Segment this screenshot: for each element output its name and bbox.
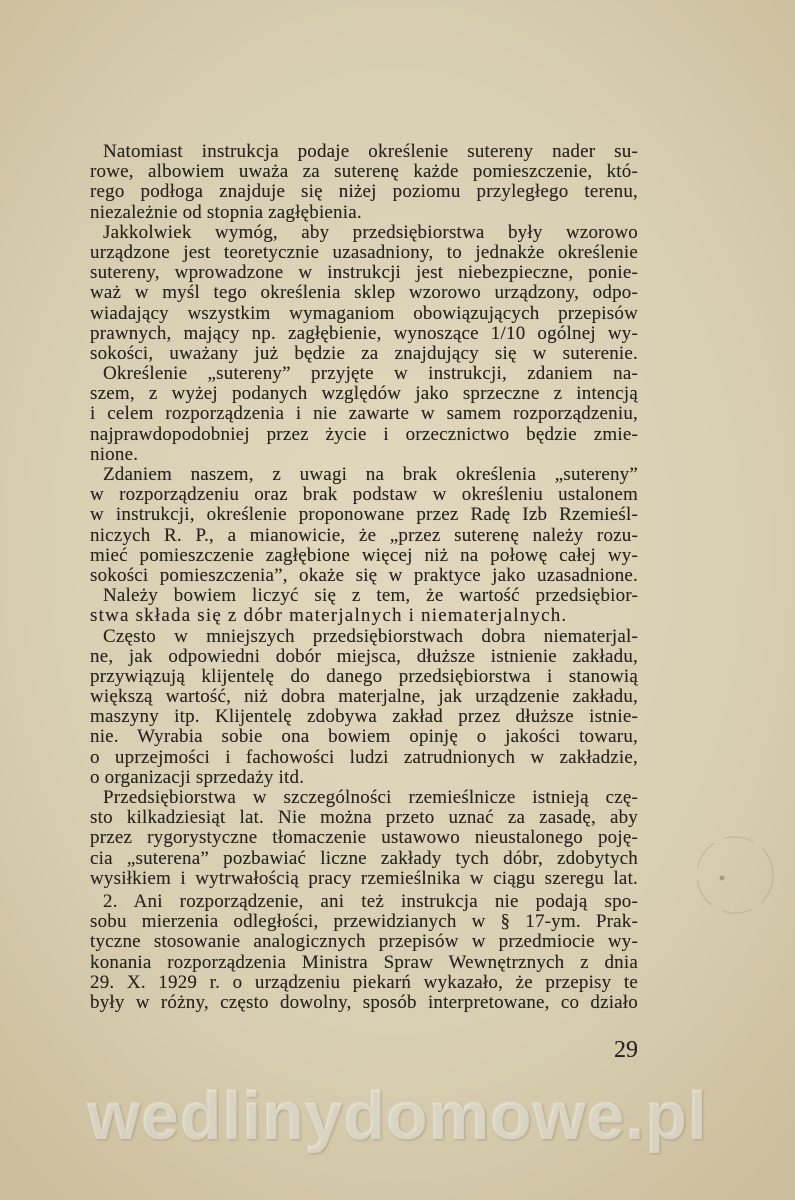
text-line: rego podłoga znajduje się niżej poziomu przyległego terenu, — [90, 181, 638, 203]
text-line: Często w mniejszych przedsiębiorstwach dobra niematerjal- — [103, 625, 638, 647]
text-line: sokości, uważany już będzie za znajdujący się w suterenie. — [90, 342, 638, 364]
text-line: w rozporządzeniu oraz brak podstaw w określeniu ustalonem — [90, 484, 638, 506]
paragraph — [90, 142, 638, 223]
text-line: Zdaniem naszem, z uwagi na brak określenia „sutereny” — [103, 464, 638, 485]
text-line: sto kilkadziesiąt lat. Nie można przeto uznać za zasadę, aby — [90, 807, 638, 829]
paragraph — [90, 627, 638, 789]
text-line: o uprzejmości i fachowości ludzi zatrudnionych w zakładzie, — [90, 746, 638, 768]
text-line: prawnych, mający np. zagłębienie, wynoszące 1/10 ogólnej wy- — [90, 322, 638, 344]
text-line: były w różny, często dowolny, sposób interpretowane, co działo — [90, 991, 638, 1013]
text-line: urządzone jest teoretycznie uzasadniony, to jednakże określenie — [90, 241, 638, 263]
text-line: przywiązują klijentelę do danego przedsiębiorstwa i stanowią — [90, 665, 638, 687]
text-line: przez rygorystyczne tłomaczenie ustawowo nieustalonego poję- — [90, 827, 638, 849]
body-text — [90, 142, 638, 1013]
text-line: cia „suterena” pozbawiać liczne zakłady tych dóbr, zdobytych — [90, 847, 638, 869]
text-line: nione. — [90, 443, 139, 465]
text-line: Przedsiębiorstwa w szczególności rzemieślnicze istnieją czę- — [103, 787, 638, 808]
paragraph — [90, 223, 638, 364]
text-line: najprawdopodobniej przez życie i orzecznictwo będzie zmie- — [90, 423, 638, 445]
stamp-dot — [720, 876, 725, 881]
text-line: Należy bowiem liczyć się z tem, że wartość przedsiębior- — [103, 585, 638, 607]
text-line: sobu mierzenia odległości, przewidzianych w § 17-ym. Prak- — [90, 911, 638, 933]
text-line: wiadający wszystkim wymaganiom obowiązujących przepisów — [90, 302, 638, 324]
text-line: stwa składa się z dóbr materjalnych i niematerjalnych. — [90, 605, 568, 627]
text-line: konania rozporządzenia Ministra Spraw Wewnętrznych z dnia — [90, 951, 638, 973]
paragraph — [90, 364, 638, 465]
text-line: Określenie „sutereny” przyjęte w instrukcji, zdaniem na- — [103, 363, 638, 385]
text-line: maszyny itp. Klijentelę zdobywa zakład przez dłuższe istnie- — [90, 706, 638, 728]
text-line: mieć pomieszczenie zagłębione więcej niż na połowę całej wy- — [90, 544, 638, 566]
text-line: 2. Ani rozporządzenie, ani też instrukcja nie podają spo- — [103, 890, 638, 912]
text-line: ne, jak odpowiedni dobór miejsca, dłuższe istnienie zakładu, — [90, 645, 638, 667]
stamp-mark — [690, 830, 780, 920]
text-line: waż w myśl tego określenia sklep wzorowo urządzony, odpo- — [90, 282, 638, 304]
text-line: niezależnie od stopnia zagłębienia. — [90, 201, 362, 223]
text-line: rowe, albowiem uważa za suterenę każde pomieszczenie, któ- — [90, 161, 638, 183]
text-line: sutereny, wprowadzone w instrukcji jest niebezpieczne, ponie- — [90, 262, 638, 284]
text-line: o organizacji sprzedaży itd. — [90, 766, 305, 788]
text-line: wysiłkiem i wytrwałością pracy rzemieślnika w ciągu szeregu lat. — [90, 867, 638, 889]
paragraph — [90, 465, 638, 586]
text-line: Jakkolwiek wymóg, aby przedsiębiorstwa były wzorowo — [103, 221, 638, 243]
text-line: tyczne stosowanie analogicznych przepisów w przedmiocie wy- — [90, 931, 638, 953]
paragraph — [90, 892, 638, 1013]
paragraph — [90, 586, 638, 626]
text-line: większą wartość, niż dobra materjalne, jak urządzenie zakładu, — [90, 686, 638, 708]
paragraph — [90, 788, 638, 889]
text-line: Natomiast instrukcja podaje określenie sutereny nader su- — [103, 141, 638, 162]
watermark: wedlinydomowe.pl — [87, 1078, 708, 1154]
stamp-ring — [697, 837, 773, 913]
text-line: 29. X. 1929 r. o urządzeniu piekarń wykazało, że przepisy te — [90, 971, 638, 993]
page-number: 29 — [614, 1037, 638, 1063]
text-line: niczych R. P., a mianowicie, że „przez suterenę należy rozu- — [90, 524, 638, 546]
text-line: sokości pomieszczenia”, okaże się w praktyce jako uzasadnione. — [90, 564, 638, 586]
text-line: w instrukcji, określenie proponowane przez Radę Izb Rzemieśl- — [90, 504, 638, 526]
text-line: szem, z wyżej podanych względów jako sprzeczne z intencją — [90, 383, 638, 405]
text-line: i celem rozporządzenia i nie zawarte w samem rozporządzeniu, — [90, 403, 638, 425]
text-line: nie. Wyrabia sobie ona bowiem opinję o jakości towaru, — [90, 726, 638, 748]
